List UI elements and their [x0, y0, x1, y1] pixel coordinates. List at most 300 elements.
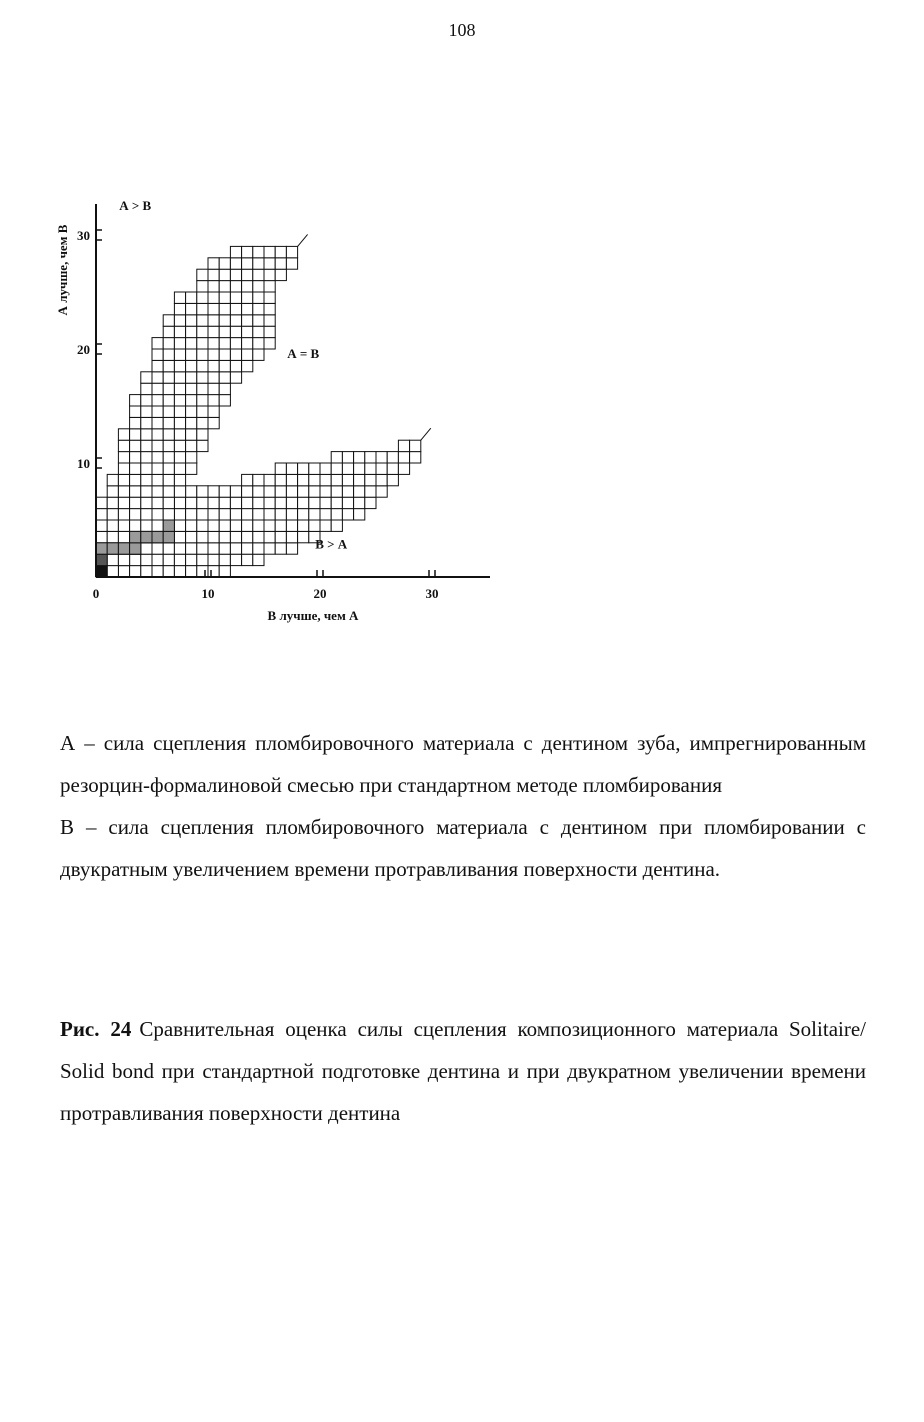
lower-band-cell: [342, 497, 353, 508]
upper-band-cell: [152, 417, 163, 428]
upper-band-cell: [230, 303, 241, 314]
lower-band-cell: [219, 509, 230, 520]
upper-band-cell: [242, 326, 253, 337]
lower-band-cell: [174, 554, 185, 565]
upper-band-cell: [186, 303, 197, 314]
upper-band-cell: [163, 372, 174, 383]
lower-band-cell: [197, 520, 208, 531]
upper-band-cell: [242, 269, 253, 280]
upper-band-cell: [208, 315, 219, 326]
shaded-cell: [163, 520, 174, 531]
upper-band-cell: [230, 338, 241, 349]
upper-band-cell: [152, 360, 163, 371]
upper-band-cell: [208, 360, 219, 371]
figure: [40, 190, 510, 640]
upper-band-cell: [253, 315, 264, 326]
upper-band-cell: [118, 486, 129, 497]
x-tick-label: 0: [92, 586, 100, 601]
upper-band-cell: [230, 281, 241, 292]
lower-band-cell: [286, 497, 297, 508]
upper-band-cell: [130, 463, 141, 474]
lower-band-cell: [331, 474, 342, 485]
legend: [60, 722, 866, 890]
upper-band-cell: [242, 315, 253, 326]
lower-band-cell: [242, 486, 253, 497]
lower-band-cell: [320, 474, 331, 485]
upper-band-cell: [163, 474, 174, 485]
upper-band-cell: [118, 440, 129, 451]
upper-band-cell: [174, 338, 185, 349]
upper-band-cell: [242, 303, 253, 314]
upper-band-cell: [141, 417, 152, 428]
upper-band-cell: [253, 338, 264, 349]
lower-band-cell: [298, 520, 309, 531]
upper-band-cell: [186, 338, 197, 349]
x-tick-label: 30: [425, 586, 439, 601]
upper-band-cell: [163, 486, 174, 497]
upper-band-cell: [152, 372, 163, 383]
lower-band-cell: [253, 554, 264, 565]
lower-band-cell: [208, 554, 219, 565]
lower-band-cell: [163, 543, 174, 554]
upper-band-cell: [197, 269, 208, 280]
shaded-cell: [96, 543, 107, 554]
lower-band-cell: [253, 543, 264, 554]
upper-band-cell: [141, 395, 152, 406]
lower-band-cell: [208, 531, 219, 542]
upper-band-cell: [163, 429, 174, 440]
upper-band-cell: [230, 372, 241, 383]
lower-band-cell: [320, 509, 331, 520]
upper-band-cell: [152, 509, 163, 520]
upper-band-cell: [208, 372, 219, 383]
upper-band-cell: [219, 372, 230, 383]
upper-band-cell: [174, 292, 185, 303]
lower-band-cell: [275, 531, 286, 542]
upper-band-cell: [163, 326, 174, 337]
region-label: А > В: [119, 197, 152, 213]
lower-band-cell: [141, 543, 152, 554]
lower-band-cell: [286, 463, 297, 474]
upper-band-cell: [130, 395, 141, 406]
upper-band-cell: [163, 383, 174, 394]
lower-band-cell: [208, 486, 219, 497]
upper-band-cell: [219, 315, 230, 326]
lower-band-cell: [186, 497, 197, 508]
lower-band-cell: [253, 474, 264, 485]
lower-band-cell: [186, 543, 197, 554]
upper-band-cell: [230, 349, 241, 360]
upper-band-cell: [141, 429, 152, 440]
lower-band-cell: [141, 566, 152, 577]
lower-band-cell: [230, 486, 241, 497]
upper-band-cell: [163, 440, 174, 451]
upper-band-cell: [152, 497, 163, 508]
upper-band-cell: [163, 509, 174, 520]
shaded-cell: [96, 566, 107, 577]
lower-band-cell: [354, 474, 365, 485]
lower-band-cell: [298, 531, 309, 542]
upper-band-cell: [152, 452, 163, 463]
upper-band-cell: [242, 360, 253, 371]
upper-band-cell: [107, 531, 118, 542]
upper-band-tail: [298, 234, 308, 246]
lower-band-cell: [219, 520, 230, 531]
upper-band-cell: [219, 395, 230, 406]
upper-band-cell: [96, 531, 107, 542]
upper-band-cell: [242, 246, 253, 257]
upper-band-cell: [107, 520, 118, 531]
shaded-cell: [96, 554, 107, 565]
lower-band-cell: [275, 474, 286, 485]
upper-band-cell: [163, 406, 174, 417]
upper-band-cell: [163, 360, 174, 371]
upper-band-cell: [275, 269, 286, 280]
upper-band-cell: [174, 326, 185, 337]
upper-band-cell: [186, 463, 197, 474]
lower-band-cell: [242, 509, 253, 520]
upper-band-cell: [264, 258, 275, 269]
lower-band-cell: [230, 543, 241, 554]
lower-band-cell: [298, 463, 309, 474]
chart: [40, 190, 510, 640]
lower-band-cell: [331, 509, 342, 520]
lower-band-cell: [398, 452, 409, 463]
upper-band-cell: [197, 417, 208, 428]
upper-band-cell: [242, 338, 253, 349]
upper-band-cell: [163, 349, 174, 360]
lower-band-cell: [208, 566, 219, 577]
upper-band-cell: [230, 246, 241, 257]
upper-band-cell: [163, 417, 174, 428]
upper-band-cell: [174, 303, 185, 314]
lower-band-cell: [219, 486, 230, 497]
lower-band-cell: [387, 474, 398, 485]
lower-band-cell: [197, 543, 208, 554]
lower-band-cell: [242, 520, 253, 531]
lower-band-cell: [331, 520, 342, 531]
lower-band-cell: [275, 497, 286, 508]
lower-band-cell: [141, 554, 152, 565]
lower-band-cell: [298, 486, 309, 497]
upper-band-cell: [230, 269, 241, 280]
lower-band-cell: [152, 566, 163, 577]
shaded-cell: [152, 531, 163, 542]
lower-band-cell: [230, 509, 241, 520]
upper-band-cell: [130, 452, 141, 463]
upper-band-cell: [130, 417, 141, 428]
upper-band-cell: [264, 326, 275, 337]
lower-band-cell: [309, 497, 320, 508]
lower-band-cell: [208, 520, 219, 531]
lower-band-cell: [320, 497, 331, 508]
upper-band-cell: [242, 292, 253, 303]
lower-band-cell: [253, 520, 264, 531]
lower-band-cell: [298, 497, 309, 508]
shaded-cell: [130, 531, 141, 542]
upper-band-cell: [219, 281, 230, 292]
caption-label: Рис. 24: [60, 1017, 132, 1041]
lower-band-cell: [264, 474, 275, 485]
upper-band-cell: [141, 406, 152, 417]
upper-band-cell: [253, 326, 264, 337]
upper-band-cell: [141, 440, 152, 451]
lower-band-cell: [275, 509, 286, 520]
lower-band-cell: [342, 452, 353, 463]
lower-band-cell: [186, 520, 197, 531]
upper-band-cell: [208, 417, 219, 428]
upper-band-cell: [219, 349, 230, 360]
upper-band-cell: [219, 383, 230, 394]
y-tick-label: 20: [77, 342, 90, 357]
lower-band-cell: [174, 531, 185, 542]
upper-band-cell: [264, 338, 275, 349]
lower-band-cell: [286, 543, 297, 554]
upper-band-cell: [197, 326, 208, 337]
upper-band-cell: [208, 326, 219, 337]
upper-band-cell: [163, 315, 174, 326]
upper-band-cell: [130, 509, 141, 520]
upper-band-cell: [107, 566, 118, 577]
upper-band-cell: [197, 281, 208, 292]
lower-band-cell: [387, 452, 398, 463]
lower-band-cell: [242, 531, 253, 542]
upper-band-cell: [141, 520, 152, 531]
upper-band-cell: [208, 281, 219, 292]
upper-band-cell: [141, 372, 152, 383]
lower-band-cell: [331, 463, 342, 474]
lower-band-cell: [219, 531, 230, 542]
upper-band-cell: [208, 292, 219, 303]
upper-band-cell: [118, 474, 129, 485]
upper-band-cell: [174, 417, 185, 428]
upper-band-cell: [197, 395, 208, 406]
upper-band-cell: [141, 509, 152, 520]
upper-band-cell: [208, 258, 219, 269]
lower-band-cell: [219, 497, 230, 508]
lower-band-cell: [264, 486, 275, 497]
upper-band-cell: [163, 463, 174, 474]
upper-band-cell: [152, 349, 163, 360]
upper-band-cell: [264, 303, 275, 314]
upper-band-cell: [197, 372, 208, 383]
lower-band-cell: [186, 566, 197, 577]
upper-band-cell: [141, 486, 152, 497]
caption-text: Сравнительная оценка силы сцепления композиционного материала Solitaire/ Solid bond при стандартной подготовке дентина и при двукратном увеличении времени протравливания поверхности дентина: [60, 1017, 866, 1125]
upper-band-cell: [219, 303, 230, 314]
upper-band-cell: [186, 326, 197, 337]
upper-band-cell: [174, 486, 185, 497]
upper-band-cell: [174, 463, 185, 474]
upper-band-cell: [186, 372, 197, 383]
lower-band-cell: [264, 520, 275, 531]
upper-band-cell: [152, 474, 163, 485]
lower-band-cell: [253, 531, 264, 542]
lower-band-cell: [298, 474, 309, 485]
upper-band-cell: [208, 338, 219, 349]
upper-band-cell: [118, 429, 129, 440]
upper-band-cell: [208, 303, 219, 314]
lower-band-cell: [219, 566, 230, 577]
upper-band-cell: [118, 531, 129, 542]
upper-band-cell: [253, 303, 264, 314]
lower-band-cell: [354, 463, 365, 474]
upper-band-cell: [197, 406, 208, 417]
upper-band-cell: [130, 406, 141, 417]
lower-band-cell: [242, 543, 253, 554]
lower-band-cell: [208, 509, 219, 520]
lower-band-cell: [286, 486, 297, 497]
lower-band-cell: [219, 554, 230, 565]
lower-band-cell: [376, 474, 387, 485]
upper-band-cell: [174, 349, 185, 360]
upper-band-cell: [186, 383, 197, 394]
lower-band-cell: [174, 509, 185, 520]
lower-band-cell: [186, 531, 197, 542]
lower-band-cell: [264, 497, 275, 508]
upper-band-cell: [219, 338, 230, 349]
lower-band-cell: [118, 566, 129, 577]
lower-band-cell: [320, 463, 331, 474]
upper-band-cell: [118, 463, 129, 474]
upper-band-cell: [253, 281, 264, 292]
lower-band-cell: [365, 486, 376, 497]
lower-band-cell: [398, 440, 409, 451]
upper-band-cell: [118, 509, 129, 520]
lower-band-cell: [197, 509, 208, 520]
upper-band-cell: [186, 349, 197, 360]
upper-band-cell: [197, 338, 208, 349]
upper-band-cell: [174, 452, 185, 463]
lower-band-cell: [230, 554, 241, 565]
upper-band-cell: [197, 315, 208, 326]
lower-band-cell: [264, 509, 275, 520]
upper-band-cell: [253, 269, 264, 280]
shaded-cell: [163, 531, 174, 542]
upper-band-cell: [253, 349, 264, 360]
x-axis-title: В лучше, чем А: [267, 608, 359, 623]
upper-band-cell: [253, 246, 264, 257]
upper-band-cell: [208, 406, 219, 417]
lower-band-cell: [197, 554, 208, 565]
upper-band-cell: [264, 281, 275, 292]
lower-band-cell: [286, 520, 297, 531]
lower-band-cell: [186, 486, 197, 497]
x-tick-label: 10: [201, 586, 215, 601]
lower-band-cell: [365, 452, 376, 463]
upper-band-cell: [242, 281, 253, 292]
lower-band-cell: [174, 543, 185, 554]
upper-band-cell: [96, 509, 107, 520]
shaded-cell: [118, 543, 129, 554]
upper-band-cell: [107, 474, 118, 485]
upper-band-cell: [174, 395, 185, 406]
upper-band-cell: [286, 258, 297, 269]
upper-band-cell: [130, 429, 141, 440]
upper-band-cell: [130, 497, 141, 508]
upper-band-cell: [152, 383, 163, 394]
lower-band-cell: [309, 463, 320, 474]
upper-band-cell: [107, 509, 118, 520]
upper-band-cell: [186, 429, 197, 440]
lower-band-cell: [197, 497, 208, 508]
figure-caption: [60, 1008, 866, 1134]
upper-band-cell: [208, 395, 219, 406]
upper-band-cell: [219, 269, 230, 280]
lower-band-cell: [365, 463, 376, 474]
upper-band-cell: [264, 246, 275, 257]
lower-band-cell: [152, 554, 163, 565]
upper-band-cell: [230, 292, 241, 303]
shaded-cell: [107, 543, 118, 554]
upper-band-cell: [163, 497, 174, 508]
lower-band-cell: [320, 486, 331, 497]
lower-band-cell: [197, 566, 208, 577]
y-tick-label: 10: [77, 456, 90, 471]
upper-band-cell: [107, 486, 118, 497]
upper-band-cell: [174, 406, 185, 417]
upper-band-cell: [118, 520, 129, 531]
upper-band-cell: [186, 292, 197, 303]
upper-band-cell: [197, 349, 208, 360]
lower-band-cell: [197, 486, 208, 497]
lower-band-cell: [253, 497, 264, 508]
lower-band-cell: [398, 463, 409, 474]
lower-band-cell: [342, 486, 353, 497]
lower-band-cell: [342, 509, 353, 520]
lower-band-cell: [219, 543, 230, 554]
lower-band-cell: [242, 474, 253, 485]
upper-band-cell: [163, 338, 174, 349]
lower-band-cell: [275, 463, 286, 474]
upper-band-cell: [141, 463, 152, 474]
upper-band-cell: [163, 452, 174, 463]
lower-band-cell: [152, 543, 163, 554]
lower-band-cell: [286, 509, 297, 520]
lower-band-cell: [376, 486, 387, 497]
upper-band-cell: [197, 383, 208, 394]
shaded-cell: [130, 543, 141, 554]
upper-band-cell: [208, 383, 219, 394]
upper-band-cell: [107, 554, 118, 565]
upper-band-cell: [174, 474, 185, 485]
lower-band-cell: [253, 509, 264, 520]
shaded-cell: [141, 531, 152, 542]
upper-band-cell: [275, 258, 286, 269]
upper-band-cell: [152, 440, 163, 451]
upper-band-cell: [152, 338, 163, 349]
upper-band-cell: [152, 395, 163, 406]
upper-band-cell: [174, 429, 185, 440]
upper-band-cell: [96, 520, 107, 531]
upper-band-cell: [174, 315, 185, 326]
upper-band-cell: [286, 246, 297, 257]
upper-band-cell: [141, 452, 152, 463]
lower-band-cell: [230, 520, 241, 531]
upper-band-cell: [197, 292, 208, 303]
upper-band-cell: [130, 520, 141, 531]
legend-b: В – сила сцепления пломбировочного материала с дентином при пломбировании с двукратным увеличением времени протравливания поверхности дентина.: [60, 815, 866, 881]
lower-band-cell: [275, 486, 286, 497]
upper-band-cell: [197, 303, 208, 314]
upper-band-cell: [130, 486, 141, 497]
lower-band-cell: [365, 474, 376, 485]
upper-band-cell: [186, 395, 197, 406]
upper-band-cell: [130, 440, 141, 451]
lower-band-cell: [174, 566, 185, 577]
lower-band-cell: [342, 463, 353, 474]
lower-band-cell: [376, 452, 387, 463]
